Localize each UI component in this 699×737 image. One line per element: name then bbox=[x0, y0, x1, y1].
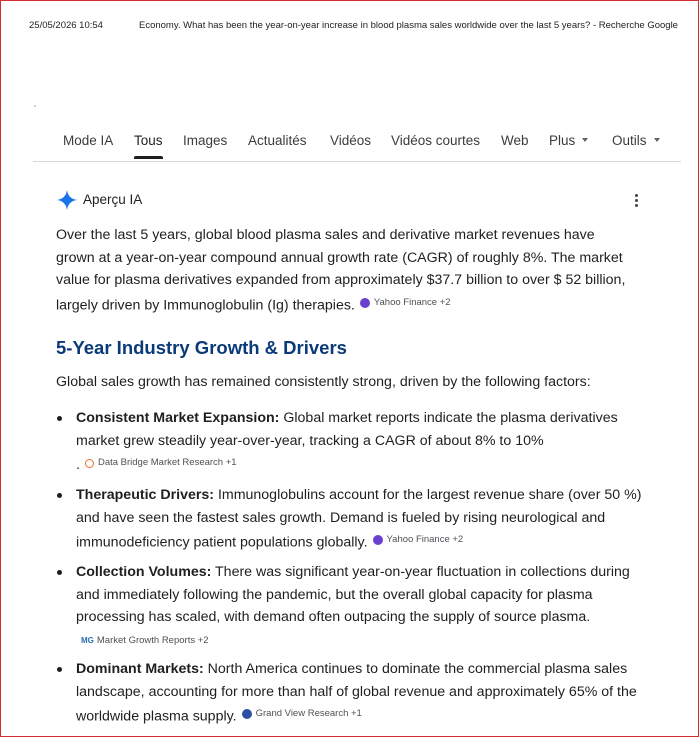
source-chip[interactable] bbox=[373, 529, 464, 552]
bullet-title: Therapeutic Drivers: bbox=[76, 487, 214, 503]
tab-label: Vidéos bbox=[330, 133, 372, 148]
market-growth-icon: MG bbox=[81, 635, 94, 645]
bullet-title: Dominant Markets: bbox=[76, 661, 204, 677]
tab-label: Vidéos courtes bbox=[391, 133, 481, 148]
list-item bbox=[76, 658, 646, 728]
source-label: Market Growth Reports +2 bbox=[96, 634, 209, 646]
tab-videos-courtes[interactable] bbox=[391, 133, 480, 148]
tab-label: Actualités bbox=[248, 133, 307, 148]
bullet-tail: . bbox=[76, 456, 80, 473]
tab-tous[interactable] bbox=[134, 133, 163, 148]
bullet-dot bbox=[57, 416, 62, 421]
tab-actualites[interactable] bbox=[248, 133, 307, 148]
source-chip[interactable] bbox=[360, 292, 451, 315]
tab-plus[interactable] bbox=[549, 133, 588, 148]
source-chip[interactable] bbox=[81, 630, 209, 653]
source-label: Yahoo Finance +2 bbox=[386, 534, 464, 545]
tab-images[interactable] bbox=[183, 133, 227, 148]
tab-mode-ia[interactable] bbox=[63, 133, 113, 148]
bullet-text: There was significant year-on-year fluctuation in collections during and immediately following the pandemic, but the overall global capacity for plasma processing has scaled, with demand often outpacing the supply of source plasma. bbox=[76, 564, 630, 625]
tab-outils[interactable] bbox=[612, 133, 660, 148]
list-item bbox=[76, 407, 646, 476]
bullet-title: Consistent Market Expansion: bbox=[76, 410, 280, 426]
bullet-title: Collection Volumes: bbox=[76, 564, 212, 580]
section-lead: Global sales growth has remained consistently strong, driven by the following factors: bbox=[56, 374, 591, 390]
source-chip[interactable] bbox=[85, 452, 237, 475]
section-heading: 5-Year Industry Growth & Drivers bbox=[56, 337, 347, 358]
bullet-dot bbox=[57, 493, 62, 498]
source-chip[interactable] bbox=[242, 703, 362, 726]
ai-overview-intro bbox=[56, 224, 636, 316]
list-item bbox=[76, 561, 646, 652]
print-title: Economy. What has been the year-on-year increase in blood plasma sales worldwide over the last 5 years? - Recherche Google bbox=[139, 20, 678, 31]
more-vert-icon[interactable] bbox=[630, 193, 642, 209]
yahoo-finance-icon bbox=[373, 535, 383, 545]
list-item bbox=[76, 484, 646, 554]
bullet-dot bbox=[57, 570, 62, 575]
bullet-text: Global market reports indicate the plasma derivatives market grew steadily year-over-year, tracking a CAGR of about 8% to 10% bbox=[76, 410, 618, 449]
bullet-text: North America continues to dominate the commercial plasma sales landscape, accounting for more than half of global revenue and approximately 65% of the worldwide plasma supply. bbox=[76, 661, 637, 725]
tab-label: Images bbox=[183, 133, 228, 148]
chevron-down-icon bbox=[654, 138, 660, 142]
search-tabs bbox=[33, 130, 681, 162]
tab-label: Tous bbox=[134, 133, 163, 148]
tab-label: Web bbox=[501, 133, 529, 148]
chevron-down-icon bbox=[582, 138, 588, 142]
grand-view-icon bbox=[242, 709, 252, 719]
print-date: 25/05/2026 10:54 bbox=[29, 20, 103, 31]
sparkle-icon bbox=[56, 189, 78, 211]
tab-label: Mode IA bbox=[63, 133, 114, 148]
tab-label: Plus bbox=[549, 133, 576, 148]
tab-web[interactable] bbox=[501, 133, 529, 148]
tab-label: Outils bbox=[612, 133, 647, 148]
bullet-dot bbox=[57, 667, 62, 672]
source-label: Yahoo Finance +2 bbox=[373, 296, 451, 308]
yahoo-finance-icon bbox=[360, 298, 370, 308]
source-label: Grand View Research +1 bbox=[255, 708, 362, 719]
print-header bbox=[0, 20, 699, 34]
decorative-dot bbox=[34, 105, 36, 107]
source-label: Data Bridge Market Research +1 bbox=[97, 457, 237, 468]
data-bridge-icon bbox=[85, 459, 94, 468]
tab-videos[interactable] bbox=[330, 133, 371, 148]
ai-overview-label: Aperçu IA bbox=[83, 192, 143, 207]
bullet-text: Immunoglobulins account for the largest revenue share (over 50 %) and have seen the fastest sales growth. Demand is fueled by rising neurological and immunodeficiency patient populations globally. bbox=[76, 487, 642, 551]
intro-text: Over the last 5 years, global blood plasma sales and derivative market revenues have grown at a year-on-year compound annual growth rate (CAGR) of roughly 8%. The market value for plasma derivatives expanded from approximately $37.7 billion to over $ 52 billion, largely driven by Immunoglobulin (Ig) therapies. bbox=[56, 227, 626, 313]
